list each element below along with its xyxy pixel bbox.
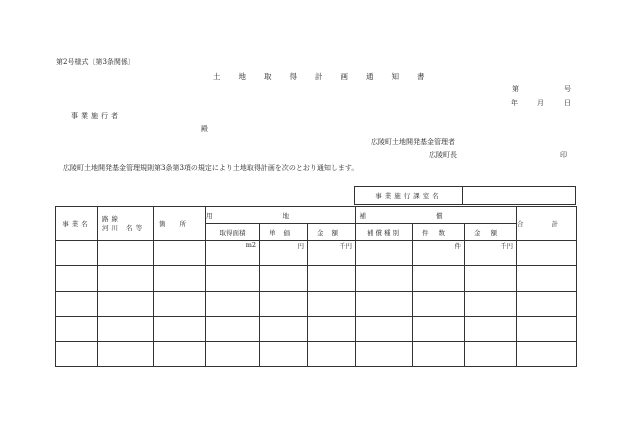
number-dai: 第: [512, 85, 519, 93]
body-text: 広陵町土地開発基金管理規則第3条第3項の規定により土地取得計画を次のとおり通知します。: [63, 164, 359, 172]
header-compensation-amount: 金額: [465, 224, 517, 241]
cell[interactable]: [413, 341, 465, 366]
unit-count: 件: [454, 242, 462, 251]
form-title: 土地取得計画通知書: [213, 72, 443, 81]
cell[interactable]: [56, 316, 98, 341]
header-project-name: 事業名: [56, 207, 98, 241]
table-row: [56, 316, 577, 341]
cell[interactable]: [413, 291, 465, 316]
cell[interactable]: [356, 266, 413, 291]
cell-location[interactable]: [154, 241, 206, 266]
cell[interactable]: [98, 316, 154, 341]
cell[interactable]: [517, 291, 577, 316]
cell[interactable]: [356, 341, 413, 366]
applicant-label: 事業施行者: [71, 112, 121, 120]
cell[interactable]: [465, 341, 517, 366]
cell[interactable]: [465, 316, 517, 341]
cell-compensation-amount[interactable]: [465, 241, 517, 266]
header-land-amount: 金額: [308, 224, 356, 241]
header-acquired-area: 取得面積: [206, 224, 260, 241]
header-total: 合計: [517, 207, 577, 241]
section-name-box: [354, 186, 576, 205]
header-unit-price: 単価: [260, 224, 308, 241]
cell[interactable]: [98, 341, 154, 366]
number-go: 号: [564, 85, 571, 93]
table-row: [56, 241, 577, 266]
cell[interactable]: [98, 291, 154, 316]
cell-compensation-type[interactable]: [356, 241, 413, 266]
cell[interactable]: [260, 316, 308, 341]
unit-area: m2: [245, 241, 256, 250]
cell[interactable]: [413, 316, 465, 341]
cell-acquired-area[interactable]: [206, 241, 260, 266]
header-route-line2: 河川: [102, 223, 121, 232]
cell-land-amount[interactable]: [308, 241, 356, 266]
unit-yen: 円: [297, 242, 304, 251]
header-compensation-group: 補償: [356, 207, 517, 224]
cell[interactable]: [517, 341, 577, 366]
acquisition-table: [55, 206, 587, 367]
section-name-label: 事業施行課室名: [355, 187, 463, 205]
form-number: 第2号様式〔第3条関係〕: [56, 58, 135, 66]
date-year: 年: [511, 99, 518, 107]
addressee-suffix: 殿: [201, 125, 208, 133]
cell[interactable]: [56, 291, 98, 316]
cell[interactable]: [260, 291, 308, 316]
cell[interactable]: [56, 341, 98, 366]
cell[interactable]: [413, 266, 465, 291]
cell[interactable]: [154, 341, 206, 366]
cell[interactable]: [154, 316, 206, 341]
cell[interactable]: [154, 266, 206, 291]
cell[interactable]: [56, 266, 98, 291]
table-row: [56, 291, 577, 316]
cell-count[interactable]: [413, 241, 465, 266]
cell[interactable]: [517, 266, 577, 291]
header-count: 件数: [413, 224, 465, 241]
cell[interactable]: [98, 266, 154, 291]
manager-name: 広陵町長: [429, 151, 457, 159]
cell-unit-price[interactable]: [260, 241, 308, 266]
cell[interactable]: [206, 341, 260, 366]
cell[interactable]: [260, 341, 308, 366]
header-land-group: 用地: [206, 207, 356, 224]
seal-mark: 印: [560, 151, 567, 159]
header-route-name: 名等: [126, 223, 146, 232]
cell[interactable]: [206, 266, 260, 291]
cell-route[interactable]: [98, 241, 154, 266]
cell[interactable]: [308, 341, 356, 366]
cell-project-name[interactable]: [56, 241, 98, 266]
header-location: 箇所: [154, 207, 206, 241]
date-day: 日: [564, 99, 571, 107]
cell[interactable]: [356, 316, 413, 341]
cell[interactable]: [308, 266, 356, 291]
table-row: [56, 341, 577, 366]
cell[interactable]: [308, 316, 356, 341]
cell[interactable]: [260, 266, 308, 291]
header-route-line1: 路線: [102, 214, 121, 223]
cell[interactable]: [206, 291, 260, 316]
manager-title: 広陵町土地開発基金管理者: [371, 138, 455, 146]
header-compensation-type: 補償種別: [356, 224, 413, 241]
cell[interactable]: [465, 266, 517, 291]
section-name-field[interactable]: [463, 187, 576, 205]
table-row: [56, 266, 577, 291]
unit-thousand-yen-comp: 千円: [500, 242, 514, 251]
header-route: [98, 207, 154, 241]
unit-thousand-yen: 千円: [339, 242, 353, 251]
cell[interactable]: [356, 291, 413, 316]
cell[interactable]: [465, 291, 517, 316]
date-month: 月: [537, 99, 544, 107]
cell-total[interactable]: [517, 241, 577, 266]
cell[interactable]: [154, 291, 206, 316]
cell[interactable]: [517, 316, 577, 341]
cell[interactable]: [308, 291, 356, 316]
cell[interactable]: [206, 316, 260, 341]
